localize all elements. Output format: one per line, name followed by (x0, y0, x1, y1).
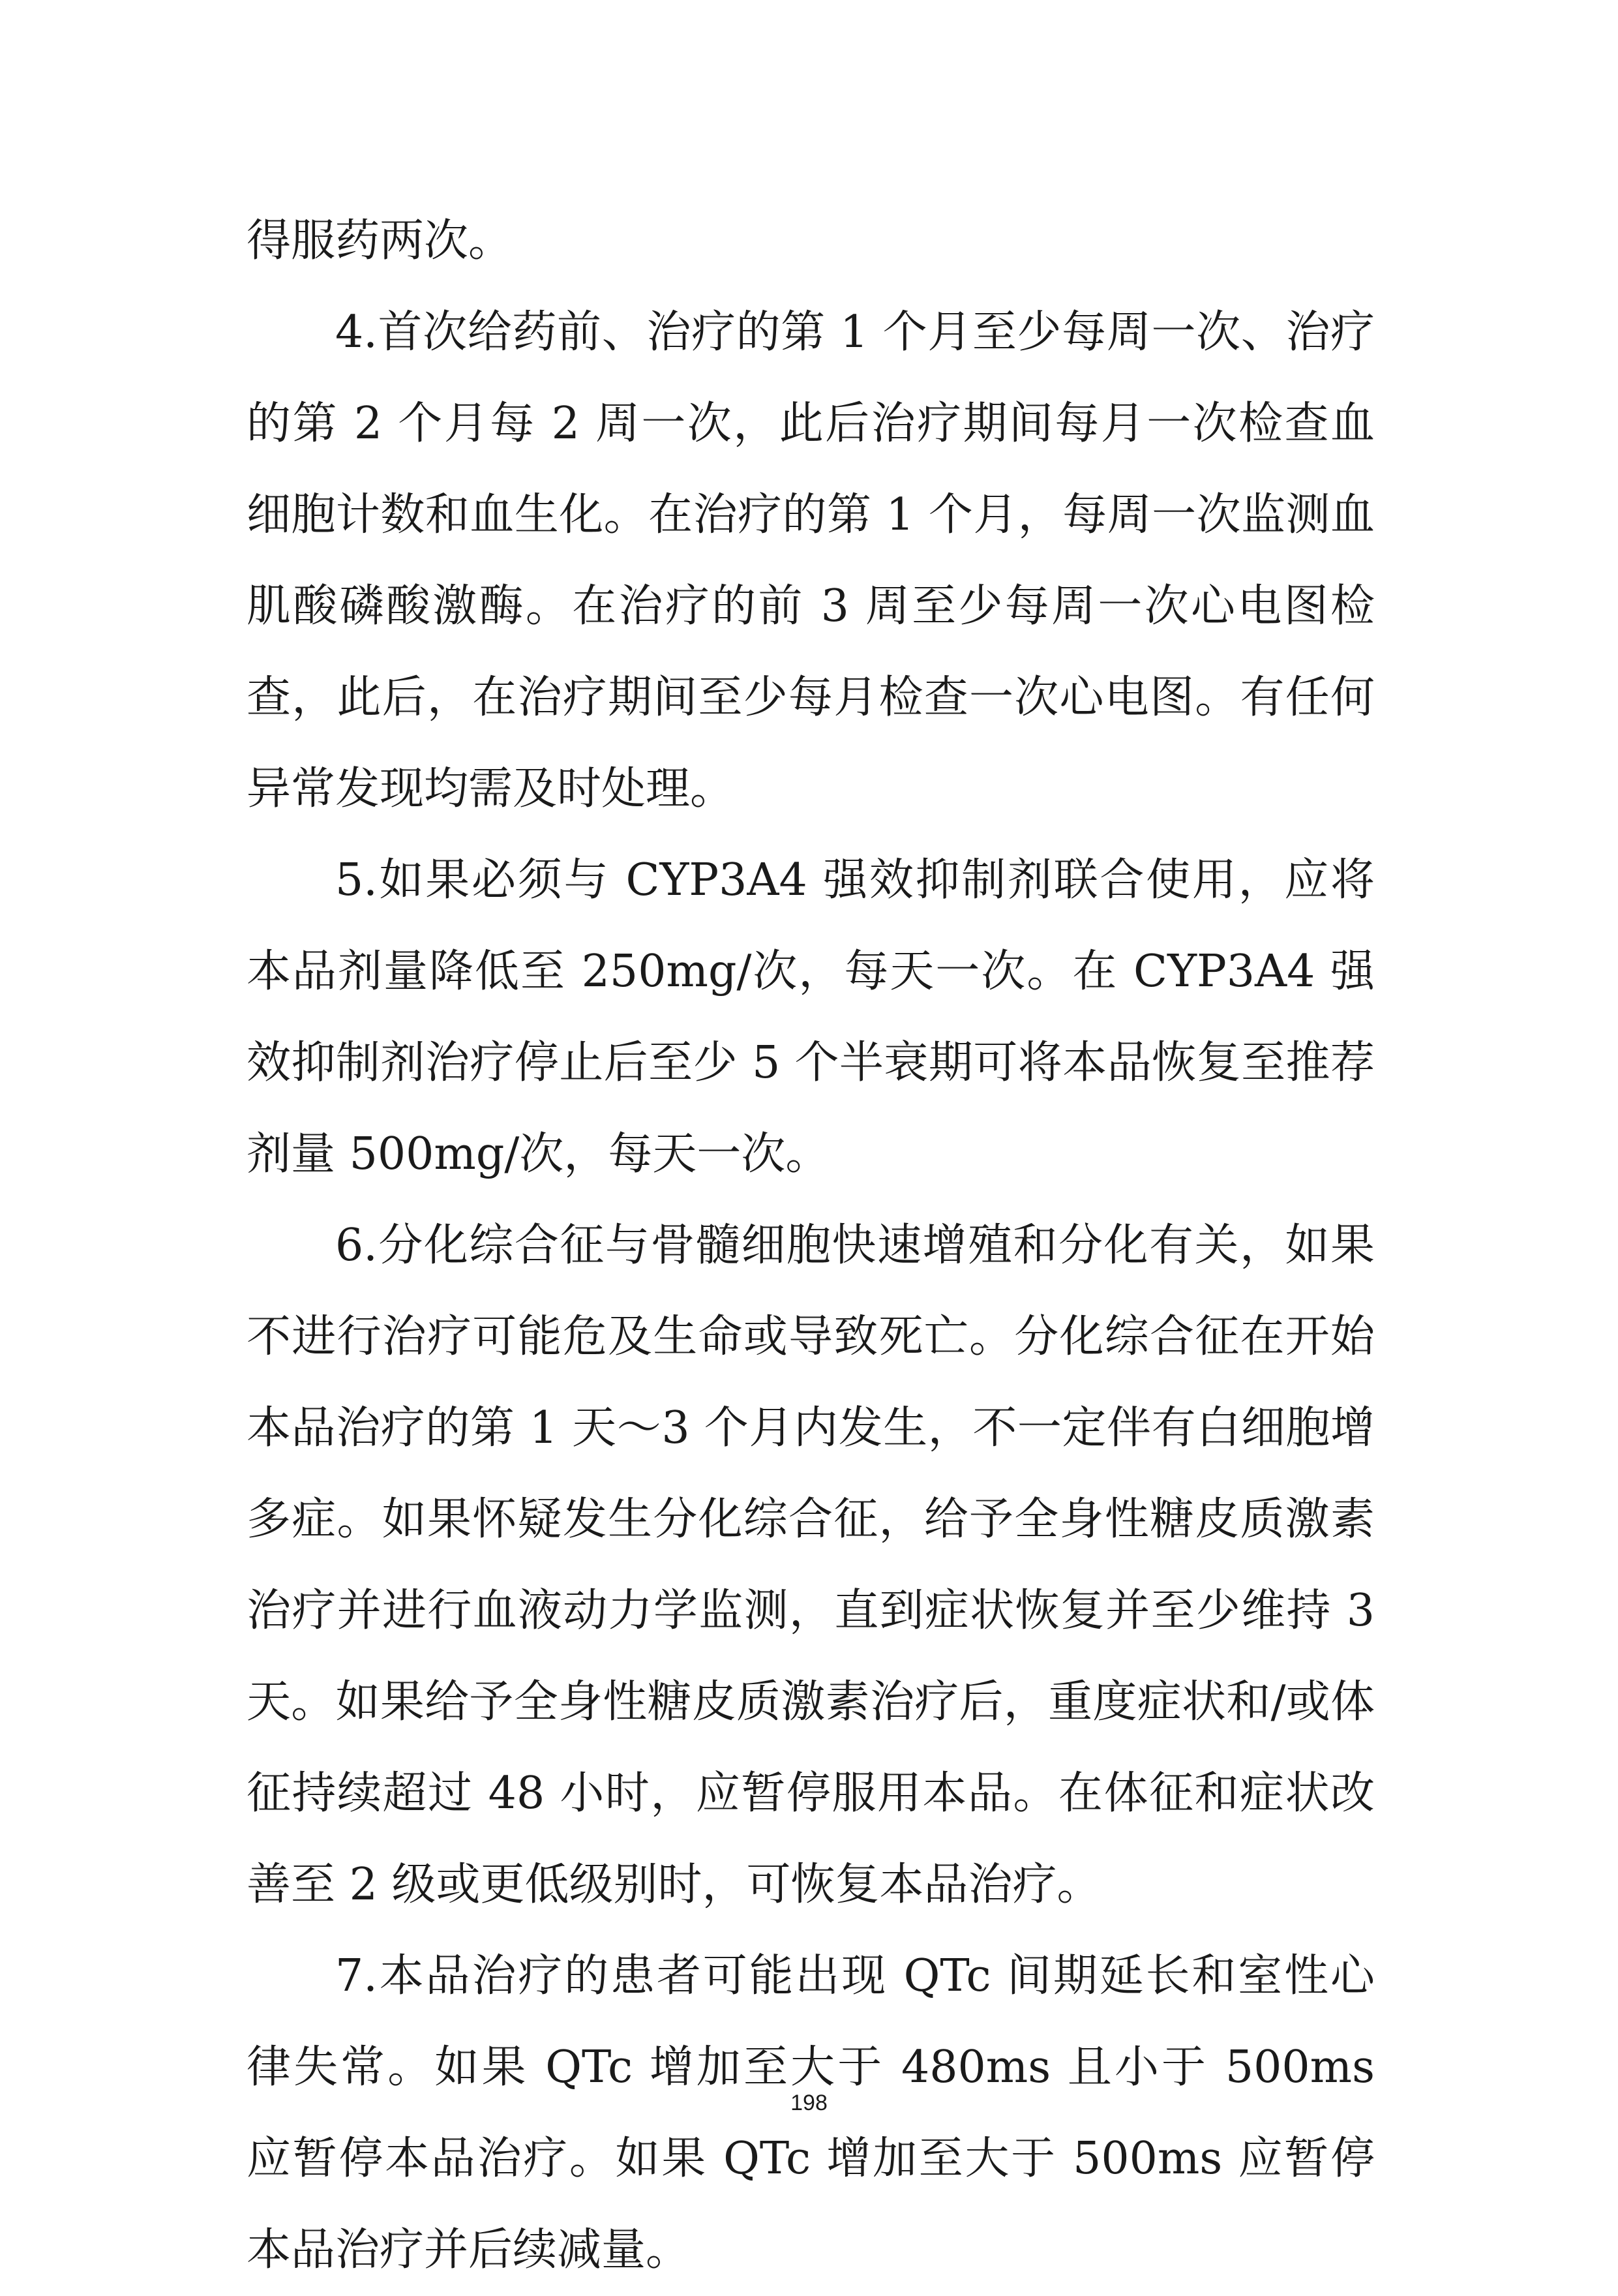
page-number: 198 (790, 2091, 828, 2115)
body-text (247, 196, 1375, 2296)
paragraph-item-7: 7.本品治疗的患者可能出现 QTc 间期延长和室性心律失常。如果 QTc 增加至大于 480ms 且小于 500ms 应暂停本品治疗。如果 QTc 增加至大于 500ms 应暂停本品治疗并后续减量。 (247, 1950, 1375, 2276)
paragraph-item-4: 4.首次给药前、治疗的第 1 个月至少每周一次、治疗的第 2 个月每 2 周一次，此后治疗期间每月一次检查血细胞计数和血生化。在治疗的第 1 个月，每周一次监测血肌酸磷酸激酶。在治疗的前 3 周至少每周一次心电图检查，此后，在治疗期间至少每月检查一次心电图。有任何异常发现均需及时处理。 (247, 307, 1375, 815)
paragraph-item-5: 5.如果必须与 CYP3A4 强效抑制剂联合使用，应将本品剂量降低至 250mg/次，每天一次。在 CYP3A4 强效抑制剂治疗停止后至少 5 个半衰期可将本品恢复至推荐剂量 500mg/次，每天一次。 (247, 854, 1375, 1180)
paragraph-item-6: 6.分化综合征与骨髓细胞快速增殖和分化有关，如果不进行治疗可能危及生命或导致死亡。分化综合征在开始本品治疗的第 1 天～3 个月内发生，不一定伴有白细胞增多症。如果怀疑发生分化综合征，给予全身性糖皮质激素治疗并进行血液动力学监测，直到症状恢复并至少维持 3 天。如果给予全身性糖皮质激素治疗后，重度症状和/或体征持续超过 48 小时，应暂停服用本品。在体征和症状改善至 2 级或更低级别时，可恢复本品治疗。 (247, 1220, 1375, 1911)
paragraph-continuation: 得服药两次。 (247, 215, 513, 267)
